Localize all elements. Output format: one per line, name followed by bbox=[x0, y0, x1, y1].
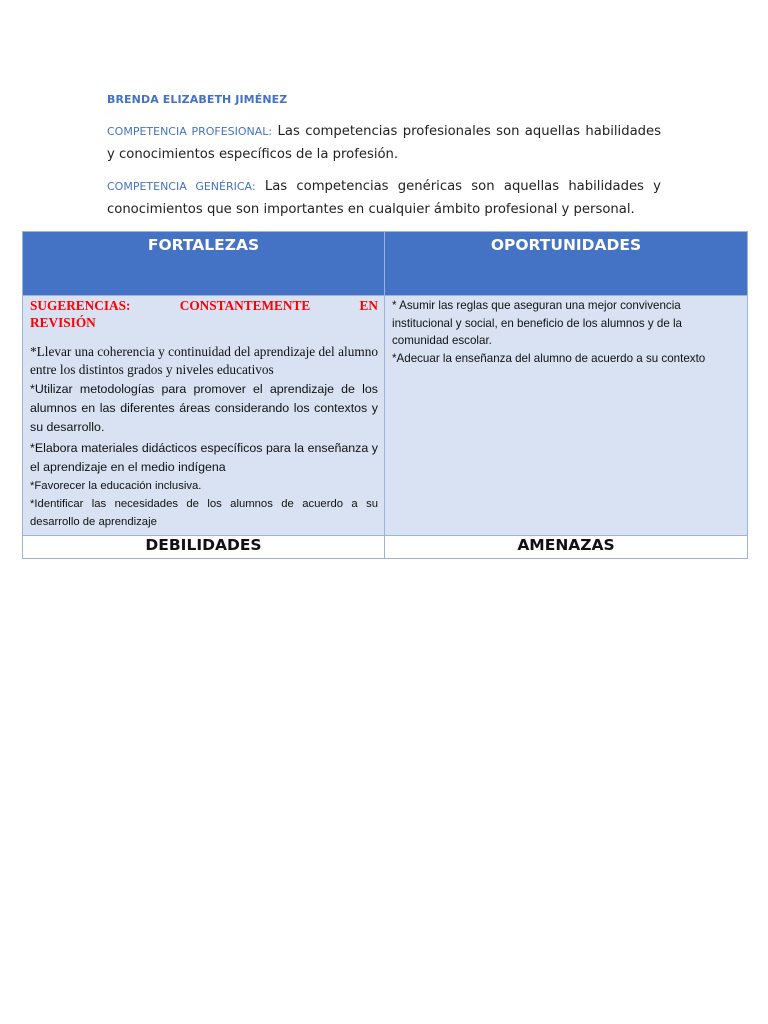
suggestions-heading-continued: REVISIÓN bbox=[30, 315, 96, 330]
strength-item: *Favorecer la educación inclusiva. bbox=[30, 480, 202, 492]
weaknesses-header: DEBILIDADES bbox=[23, 536, 385, 559]
opportunity-item: *Adecuar la enseñanza del alumno de acuerdo a su contexto bbox=[392, 351, 706, 365]
strength-item: *Identificar las necesidades de los alumnos de acuerdo a su desarrollo de aprendizaje bbox=[30, 498, 378, 528]
professional-competence-paragraph bbox=[107, 120, 661, 166]
suggestions-heading: SUGERENCIAS: CONSTANTEMENTE EN bbox=[30, 298, 378, 313]
generic-competence-text: Las competencias genéricas son aquellas habilidades y conocimientos que son importantes en cualquier ámbito profesional y personal. bbox=[107, 179, 661, 217]
opportunities-header: OPORTUNIDADES bbox=[385, 232, 748, 296]
strength-item: *Elabora materiales didácticos específicos para la enseñanza y el aprendizaje en el medio indígena bbox=[30, 441, 378, 474]
threats-header: AMENAZAS bbox=[385, 536, 748, 559]
generic-competence-paragraph bbox=[107, 175, 661, 221]
strength-item: *Llevar una coherencia y continuidad del aprendizaje del alumno entre los distintos grados y niveles educativos bbox=[30, 344, 378, 377]
strengths-cell bbox=[23, 296, 385, 536]
professional-competence-text: Las competencias profesionales son aquellas habilidades y conocimientos específicos de la profesión. bbox=[107, 124, 662, 162]
author-name: BRENDA ELIZABETH JIMÉNEZ bbox=[107, 93, 288, 106]
generic-competence-term: COMPETENCIA GENÉRICA: bbox=[107, 180, 256, 193]
opportunities-cell bbox=[385, 296, 748, 536]
strength-item: *Utilizar metodologías para promover el aprendizaje de los alumnos en las diferentes áreas considerando los contextos y su desarrollo. bbox=[30, 382, 378, 434]
strengths-header: FORTALEZAS bbox=[23, 232, 385, 296]
opportunity-item: * Asumir las reglas que aseguran una mejor convivencia institucional y social, en beneficio de los alumnos y de la comunidad escolar. bbox=[392, 299, 683, 347]
professional-competence-term: COMPETENCIA PROFESIONAL: bbox=[107, 125, 273, 138]
swot-table bbox=[22, 231, 748, 559]
